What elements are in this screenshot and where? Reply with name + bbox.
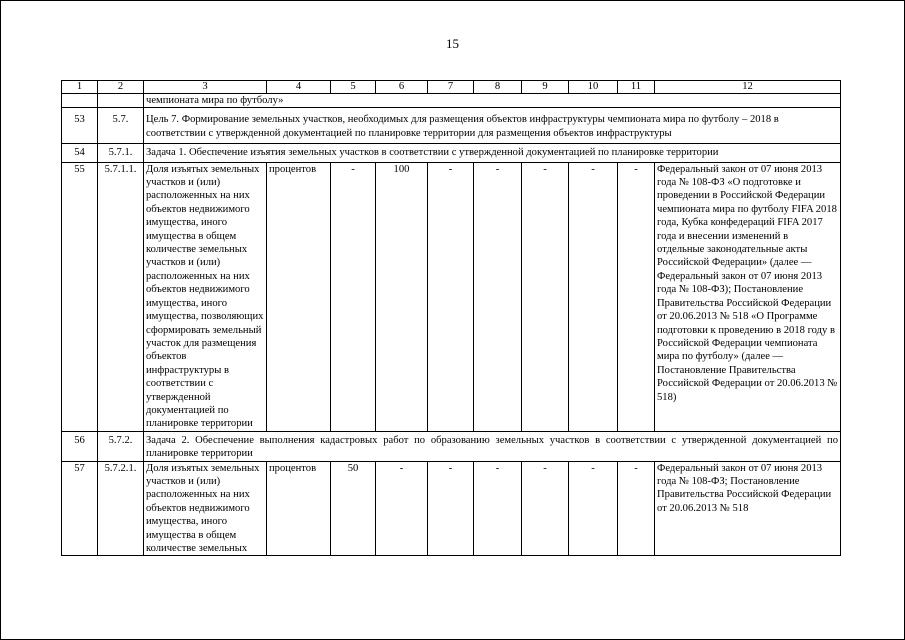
header-cell: 11	[618, 81, 655, 94]
header-cell: 3	[144, 81, 267, 94]
task-text: Задача 2. Обеспечение выполнения кадастровых работ по образованию земельных участков в соответствии с утвержденной документацией по планировке территории	[144, 431, 841, 461]
row-number: 53	[62, 108, 98, 144]
value-cell: -	[569, 162, 618, 431]
row-code: 5.7.2.	[98, 431, 144, 461]
indicator-name: Доля изъятых земельных участков и (или) расположенных на них объектов недвижимого имущества, иного имущества в общем количестве земельных участков и (или) расположенных на них объектов недвижимого имущества, иного имущества, позволяющих сформировать земельный участок для размещения объектов инфраструктуры в соответствии с утвержденной документацией по планировке территории	[144, 162, 267, 431]
table-row-53	[62, 108, 841, 144]
header-cell: 1	[62, 81, 98, 94]
page-number: 15	[446, 36, 459, 51]
row-code: 5.7.2.1.	[98, 461, 144, 556]
value-cell: -	[428, 461, 474, 556]
header-cell: 4	[267, 81, 331, 94]
empty-cell	[98, 94, 144, 108]
value-cell: -	[428, 162, 474, 431]
row-number: 57	[62, 461, 98, 556]
value-cell: -	[569, 461, 618, 556]
value-cell: -	[376, 461, 428, 556]
row-code: 5.7.1.	[98, 144, 144, 162]
table-row-57	[62, 461, 841, 556]
value-cell: -	[618, 461, 655, 556]
table-row-55	[62, 162, 841, 431]
header-cell: 10	[569, 81, 618, 94]
header-cell: 5	[331, 81, 376, 94]
value-cell: -	[522, 461, 569, 556]
row-code: 5.7.	[98, 108, 144, 144]
legal-basis: Федеральный закон от 07 июня 2013 года № 108-ФЗ; Постановление Правительства Российской Федерации от 20.06.2013 № 518	[655, 461, 841, 556]
value-cell: -	[331, 162, 376, 431]
document-table	[61, 80, 841, 556]
value-cell: 100	[376, 162, 428, 431]
legal-basis: Федеральный закон от 07 июня 2013 года № 108-ФЗ «О подготовке и проведении в Российской Федерации чемпионата мира по футболу FIFA 2018 года, Кубка конфедераций FIFA 2017 года и внесении изменений в отдельные законодательные акты Российской Федерации» (далее — Федеральный закон от 07 июня 2013 года № 108-ФЗ); Постановление Правительства Российской Федерации от 20.06.2013 № 518 «О Программе подготовки к проведению в 2018 году в Российской Федерации чемпионата мира по футболу» (далее — Постановление Правительства Российской Федерации от 20.06.2013 № 518)	[655, 162, 841, 431]
goal-text: Цель 7. Формирование земельных участков, необходимых для размещения объектов инфраструктуры чемпионата мира по футболу – 2018 в соответствии с утвержденной документацией по планировке территории для размещения объектов инфраструктуры	[144, 108, 841, 144]
indicator-name: Доля изъятых земельных участков и (или) расположенных на них объектов недвижимого имущества, иного имущества в общем количестве земельных	[144, 461, 267, 556]
value-cell: -	[474, 162, 522, 431]
table-row-56	[62, 431, 841, 461]
row-number: 56	[62, 431, 98, 461]
value-cell: -	[522, 162, 569, 431]
value-cell: -	[618, 162, 655, 431]
header-cell: 6	[376, 81, 428, 94]
unit-cell: процентов	[267, 461, 331, 556]
empty-cell	[62, 94, 98, 108]
header-cell: 7	[428, 81, 474, 94]
header-cell: 9	[522, 81, 569, 94]
header-cell: 2	[98, 81, 144, 94]
row-number: 54	[62, 144, 98, 162]
header-cell: 8	[474, 81, 522, 94]
continuation-text: чемпионата мира по футболу»	[144, 94, 841, 108]
value-cell: 50	[331, 461, 376, 556]
table-row-continuation	[62, 94, 841, 108]
row-number: 55	[62, 162, 98, 431]
table-row-54	[62, 144, 841, 162]
value-cell: -	[474, 461, 522, 556]
task-text: Задача 1. Обеспечение изъятия земельных участков в соответствии с утвержденной документацией по планировке территории	[144, 144, 841, 162]
unit-cell: процентов	[267, 162, 331, 431]
row-code: 5.7.1.1.	[98, 162, 144, 431]
header-row	[62, 81, 841, 94]
header-cell: 12	[655, 81, 841, 94]
